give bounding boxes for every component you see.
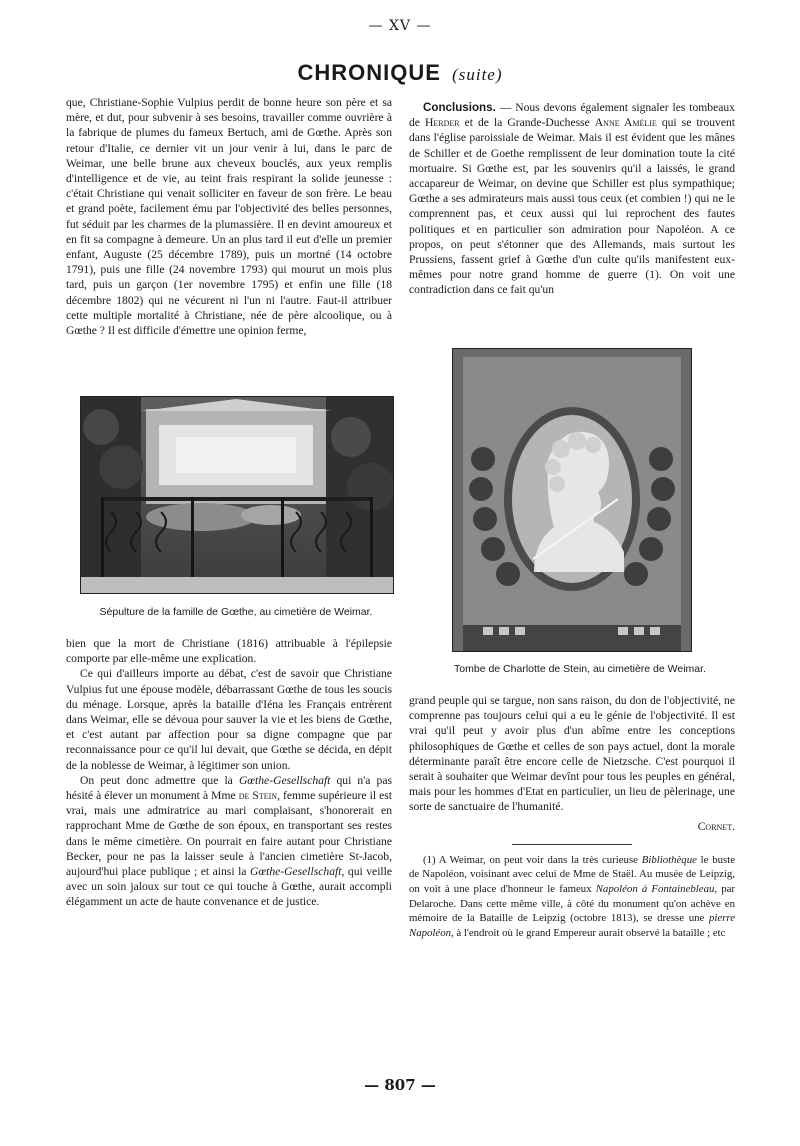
society-name: Gœthe-Gesellschaft [238,773,331,787]
footnote-divider [512,844,632,845]
italic-term: Bibliothèque [641,853,697,866]
right-column-bottom [409,693,735,940]
text-run: , par Delaroche. Dans cette même ville, à côté du monument qu'on achève en mémoire de la Bataille de Leipzig (octobre 1813), se dresse une [409,883,735,925]
title-suffix: (suite) [452,65,503,84]
text-run: — Nous devons également signaler les tombeaux de [409,101,735,130]
italic-term: pierre Napoléon [409,912,735,939]
artwork-title: Napoléon à Fontainebleau [595,883,715,896]
left-paragraph-4 [66,773,392,910]
author-signature: Cornet. [697,819,735,833]
title-text: CHRONIQUE [297,60,441,85]
tomb-illustration [453,349,691,651]
text-run: On peut donc admettre que la [80,773,239,787]
text-run: qui se trouvent dans l'église paroissiale de Weimar. Mais il est évident que les mânes de Schiller et de Goethe remplissent de leur domination toute la cité mortuaire. Si Gœthe est, par les souvenirs qu'il a laissés, le grand accapareur de Weimar, on devine que Schiller est plus sympathique; Gœthe a ses admirateurs mais aussi tous ceux (et combien !) qui ne le comprennent pas, et ceux aussi qui lui reprochent des fautes politiques et en particulier son admiration pour Napoléon. A ce propos, on peut s'étonner que des Allemands, mais surtout les Prussiens, fassent grief à Gœthe d'un culte qu'ils manifestent eux-mêmes pour notre grand homme de guerre (1). On voit une contradiction dans ce fait qu'un [409,116,735,297]
footnote [409,853,735,941]
right-paragraph-1 [409,100,735,298]
page-title [0,60,800,86]
text-run: , à l'endroit où le grand Empereur aurait observé la bataille ; etc [451,926,726,939]
charlotte-de-stein-tomb-photo [452,348,692,652]
left-figure-caption: Sépulture de la famille de Gœthe, au cimetière de Weimar. [99,606,373,618]
section-label: Conclusions. [423,101,496,114]
page-number: — 807 — [364,1076,436,1094]
goethe-family-grave-photo [80,396,394,594]
text-run: , qui veille avec un soin jaloux sur tout ce qui touche à Gœthe, aurait accompli élégamment un acte de haute convenance et de justice. [66,865,393,909]
text-run: qui n'a pas hésité à élever un monument à Mme [66,773,392,803]
left-column-bottom [66,636,392,910]
society-name: Gœthe-Gesellschaft [250,865,342,879]
person-name: Herder [424,116,460,130]
person-name: Anne Amélie [594,116,657,130]
text-run: le buste de Napoléon, voisinant avec celui de Mme de Staël. Au musée de Leipzig, on voit à une place d'honneur le fameux [409,853,735,896]
right-column-top [409,100,735,298]
grave-illustration [81,397,393,593]
left-column-top [66,95,392,338]
person-name: de Stein [238,789,278,803]
left-paragraph-1: que, Christiane-Sophie Vulpius perdit de bonne heure son père et sa mère, et dut, pour subvenir à ses besoins, travailler comme ouvrière à la fabrique de plumes du fameux Bertuch, ami de Gœthe. Après son retour d'Italie, ce dernier vit un jour venir à lui, dans le parc de Weimar, une belle brune aux cheveux bouclés, aux yeux remplis d'intelligence et de vie, au teint frais respirant la solide jeunesse : c'était Christiane qui venait solliciter en faveur de son frère. Le beau et grand poète, facilement ému par l'objectivité des belles personnes, fut séduit par les charmes de la plumassière. Il en devint amoureux et en fit sa compagne à demeure. Un an plus tard il eut d'elle un premier enfant, Auguste (25 décembre 1789), puis un mortné (14 octobre 1791), puis une fille (24 novembre 1793) qui mourut un mois plus tard, puis un garçon (1er novembre 1795) et enfin une fille (18 décembre 1802) qui ne vécurent ni l'un ni l'autre. Faut-il attribuer cette multiple mortalité à Christiane, née de père alcoolique, ou à Gœthe ? Il est difficile d'émettre une opinion ferme, [66,96,392,338]
text-run: , femme supérieure il est vrai, mais une admiratrice au mari complaisant, s'honorerait en rapprochant Mme de Gœthe de son époux, en transportant ses restes dans le même cimetière. On pourrait en faire autant pour Christiane Becker, pour ne pas la laisser seule à l'ancien cimetière St-Jacob, aujourd'hui place publique ; et ainsi la [66,789,392,879]
left-paragraph-3: Ce qui d'ailleurs importe au débat, c'est de savoir que Christiane Vulpius fut une épouse modèle, débarrassant Gœthe de tous les soucis du ménage. Lorsque, après la bataille d'Iéna les Français entrèrent dans Weimar, elle se dévoua pour sauver la vie et les biens de Gœthe, et c'est autant par affection pour sa digne compagne que par reconnaissance pour ce qu'il lui devait, que Gœthe se décida, en dépit de la noblesse de Weimar, à légitimer son union. [66,667,392,772]
right-figure-caption: Tombe de Charlotte de Stein, au cimetière de Weimar. [454,663,706,675]
running-header-marker: — XV — [368,18,432,34]
text-run: (1) A Weimar, on peut voir dans la très curieuse [423,853,642,866]
left-paragraph-2: bien que la mort de Christiane (1816) attribuable à l'épilepsie comporte par elle-même une explication. [66,637,392,666]
right-paragraph-2: grand peuple qui se targue, non sans raison, du don de l'objectivité, ne comprenne pas toujours celui qui a eu le génie de l'objectivité. Il est vrai qu'il peut y avoir plus d'un abîme entre les conceptions philosophiques de Gœthe et celles de son pays actuel, dont la morale déterminante paraît être encore celle de Nietzsche. C'est pourquoi il serait à souhaiter que Weimar devînt pour tous les peuples en général, mais pour les hommes d'Etat en particulier, un lieu de pèlerinage, une sorte de sanctuaire de l'humanité. [409,694,735,814]
text-run: et de la Grande-Duchesse [459,116,595,130]
